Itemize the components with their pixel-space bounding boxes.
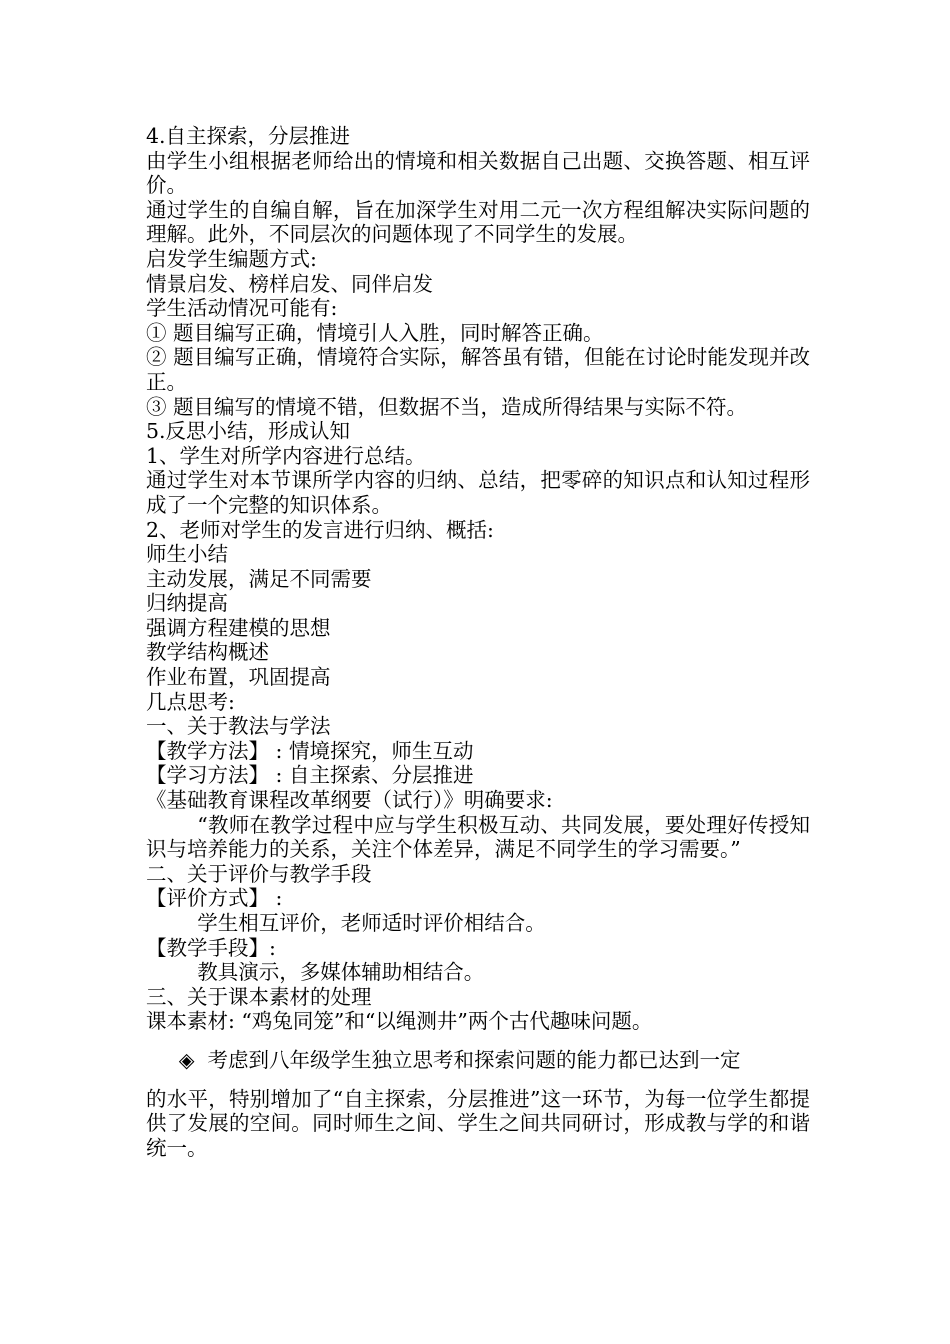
paragraph: 几点思考: xyxy=(146,689,235,714)
paragraph: 1、学生对所学内容进行总结。 xyxy=(146,443,426,468)
paragraph: 主动发展，满足不同需要 xyxy=(146,566,372,591)
paragraph: 【教学手段】: xyxy=(146,935,276,960)
paragraph: 归纳提高 xyxy=(146,591,228,616)
paragraph: 学生相互评价，老师适时评价相结合。 xyxy=(197,911,546,935)
bullet-text: 考虑到八年级学生独立思考和探索问题的能力都已达到一定 xyxy=(207,1047,741,1072)
paragraph: 课本素材: “鸡兔同笼”和“以绳测井”两个古代趣味问题。 xyxy=(146,1009,653,1034)
list-item: ③ 题目编写的情境不错，但数据不当，造成所得结果与实际不符。 xyxy=(146,394,748,419)
bullet-paragraph xyxy=(146,1048,810,1073)
section-heading-two: 二、关于评价与教学手段 xyxy=(146,861,372,886)
paragraph: 由学生小组根据老师给出的情境和相关数据自己出题、交换答题、相互评价。 xyxy=(146,148,810,198)
paragraph: 的水平，特别增加了“自主探索，分层推进”这一环节，为每一位学生都提供了发展的空间。同时师生之间、学生之间共同研讨，形成教与学的和谐统一。 xyxy=(146,1086,810,1160)
section-heading-5: 5.反思小结，形成认知 xyxy=(146,419,351,444)
paragraph: 教学结构概述 xyxy=(146,640,269,665)
list-item: ② 题目编写正确，情境符合实际，解答虽有错，但能在讨论时能发现并改正。 xyxy=(146,345,810,394)
paragraph: 2、老师对学生的发言进行归纳、概括: xyxy=(146,517,494,542)
paragraph: 作业布置，巩固提高 xyxy=(146,665,331,690)
paragraph: 启发学生编题方式: xyxy=(146,246,317,271)
paragraph: 情景启发、榜样启发、同伴启发 xyxy=(146,271,433,296)
paragraph: 学生活动情况可能有: xyxy=(146,296,338,321)
paragraph: 《基础教育课程改革纲要（试行）》明确要求: xyxy=(146,788,553,813)
section-heading-4: 4.自主探索，分层推进 xyxy=(146,124,351,148)
section-heading-one: 一、关于教法与学法 xyxy=(146,714,331,739)
list-item: ① 题目编写正确，情境引人入胜，同时解答正确。 xyxy=(146,320,604,345)
section-heading-three: 三、关于课本素材的处理 xyxy=(146,984,372,1009)
paragraph: 通过学生的自编自解，旨在加深学生对用二元一次方程组解决实际问题的理解。此外，不同层次的问题体现了不同学生的发展。 xyxy=(146,197,810,247)
paragraph: 【学习方法】 : 自主探索、分层推进 xyxy=(146,763,474,788)
paragraph: 通过学生对本节课所学内容的归纳、总结，把零碎的知识点和认知过程形成了一个完整的知识体系。 xyxy=(146,468,810,517)
quote-paragraph: “教师在教学过程中应与学生积极互动、共同发展，要处理好传授知识与培养能力的关系，关注个体差异，满足不同学生的学习需要。” xyxy=(146,812,810,862)
document-page xyxy=(146,124,810,1160)
paragraph: 强调方程建模的思想 xyxy=(146,615,331,640)
paragraph: 教具演示，多媒体辅助相结合。 xyxy=(197,960,485,985)
paragraph: 【教学方法】 : 情境探究，师生互动 xyxy=(146,738,474,763)
paragraph: 【评价方式】 : xyxy=(146,886,283,911)
paragraph: 师生小结 xyxy=(146,542,228,567)
diamond-bullet-icon: ◈ xyxy=(178,1047,195,1072)
